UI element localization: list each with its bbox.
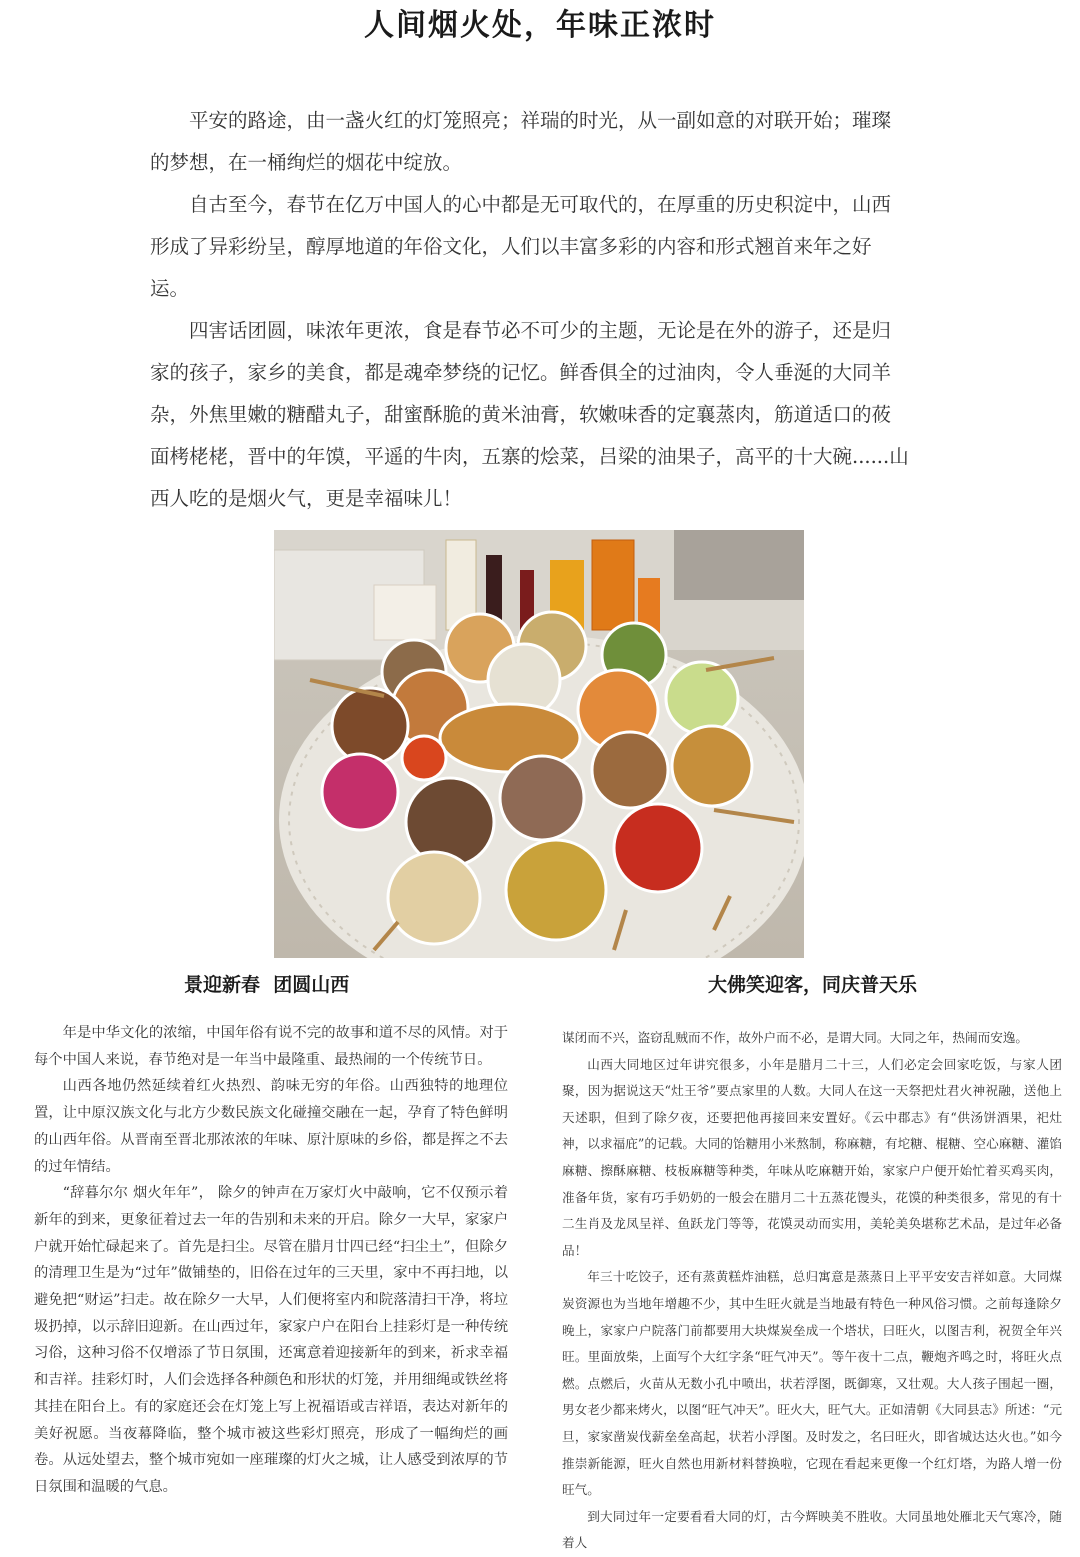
left-paragraph: “辞暮尔尔 烟火年年”， 除夕的钟声在万家灯火中敲响，它不仅预示着新年的到来，更象征着过去一年的告别和未来的开启。除夕一大早，家家户户就开始忙碌起来了。首先是扫尘。尽管在腊月廿四已经“扫尘土”，但除夕的清理卫生是为“过年”做铺垫的，旧俗在过年的三天里，家中不再扫地，以避免把“财运”扫走。故在除夕一大早，人们便将室内和院落清扫干净，将垃圾扔掉，以示辞旧迎新。在山西过年，家家户户在阳台上挂彩灯是一种传统习俗，这种习俗不仅增添了节日氛围，还寓意着迎接新年的到来，祈求幸福和吉祥。挂彩灯时，人们会选择各种颜色和形状的灯笼，并用细绳或铁丝将其挂在阳台上。有的家庭还会在灯笼上写上祝福语或吉祥语，表达对新年的美好祝愿。当夜幕降临，整个城市被这些彩灯照亮，形成了一幅绚烂的画卷。从远处望去，整个城市宛如一座璀璨的灯火之城，让人感受到浓厚的节日氛围和温暖的气息。 bbox=[34, 1185, 508, 1495]
caption-right: 大佛笑迎客，同庆普天乐 bbox=[708, 974, 918, 996]
banquet-illustration bbox=[274, 530, 804, 958]
caption-left: 景迎新春 团圆山西 bbox=[184, 974, 350, 996]
right-paragraph: 到大同过年一定要看看大同的灯，古今辉映美不胜收。大同虽地处雁北天气寒冷，随着人 bbox=[562, 1508, 1062, 1551]
right-paragraph: 年三十吃饺子，还有蒸黄糕炸油糕，总归寓意是蒸蒸日上平平安安吉祥如意。大同煤炭资源也为当地年增趣不少，其中生旺火就是当地最有特色一种风俗习惯。之前每逢除夕晚上，家家户户院落门前都要用大块煤炭垒成一个塔状，曰旺火，以图吉利，祝贺全年兴旺。里面放柴，上面写个大红字条“旺气冲天”。等午夜十二点，鞭炮齐鸣之时，将旺火点燃。点燃后，火苗从无数小孔中喷出，状若浮图，既御寒，又壮观。大人孩子围起一圈，男女老少都来烤火，以图“旺气冲天”。旺火大，旺气大。正如清朝《大同县志》所述：“元旦，家家凿炭伐薪垒垒高起，状若小浮图。及时发之，名曰旺火，即省城达达火也。”如今推崇新能源，旺火自然也用新材料替换啦，它现在看起来更像一个红灯塔，为路人增一份旺气。 bbox=[562, 1269, 1062, 1498]
intro-section bbox=[150, 100, 910, 520]
right-paragraph: 谋闭而不兴，盗窃乱贼而不作，故外户而不必，是谓大同。大同之年，热闹而安逸。 bbox=[562, 1030, 1028, 1045]
left-paragraph: 年是中华文化的浓缩，中国年俗有说不完的故事和道不尽的风情。对于每个中国人来说，春节绝对是一年当中最隆重、最热闹的一个传统节日。 bbox=[34, 1025, 508, 1068]
banquet-photo bbox=[274, 530, 804, 958]
left-paragraph: 山西各地仍然延续着红火热烈、韵味无穷的年俗。山西独特的地理位置，让中原汉族文化与北方少数民族文化碰撞交融在一起，孕育了特色鲜明的山西年俗。从晋南至晋北那浓浓的年味、原汁原味的乡俗，都是挥之不去的过年情结。 bbox=[34, 1078, 508, 1175]
right-paragraph: 山西大同地区过年讲究很多，小年是腊月二十三，人们必定会回家吃饭，与家人团聚，因为据说这天“灶王爷”要点家里的人数。大同人在这一天祭把灶君火神祝融，送他上天述职，但到了除夕夜，还要把他再接回来安置好。《云中郡志》有“供汤饼酒果，祀灶神，以求福庇”的记载。大同的饴糖用小米熬制，称麻糖，有坨糖、棍糖、空心麻糖、灌馅麻糖、擦酥麻糖、枝板麻糖等种类，年味从吃麻糖开始，家家户户便开始忙着买鸡买肉，准备年货，家有巧手奶奶的一般会在腊月二十五蒸花馒头，花馍的种类很多，常见的有十二生肖及龙凤呈祥、鱼跃龙门等等，花馍灵动而实用，美轮美奂堪称艺术品，是过年必备品！ bbox=[562, 1056, 1062, 1258]
left-column bbox=[34, 1020, 508, 1501]
article-title: 人间烟火处，年味正浓时 bbox=[364, 8, 716, 43]
intro-paragraph: 四害话团圆，味浓年更浓，食是春节必不可少的主题，无论是在外的游子，还是归家的孩子，家乡的美食，都是魂牵梦绕的记忆。鲜香俱全的过油肉，令人垂涎的大同羊杂，外焦里嫩的糖醋丸子，甜蜜酥脆的黄米油膏，软嫩味香的定襄蒸肉，筋道适口的莜面栲栳栳，晋中的年馍，平遥的牛肉，五寨的烩菜，吕梁的油果子，高平的十大碗......山西人吃的是烟火气，更是幸福味儿！ bbox=[150, 319, 909, 510]
intro-paragraph: 自古至今，春节在亿万中国人的心中都是无可取代的，在厚重的历史积淀中，山西形成了异彩纷呈，醇厚地道的年俗文化，人们以丰富多彩的内容和形式翘首来年之好运。 bbox=[150, 193, 892, 300]
right-column bbox=[562, 1025, 1062, 1557]
intro-paragraph: 平安的路途，由一盏火红的灯笼照亮；祥瑞的时光，从一副如意的对联开始；璀璨的梦想，在一桶绚烂的烟花中绽放。 bbox=[150, 109, 892, 174]
